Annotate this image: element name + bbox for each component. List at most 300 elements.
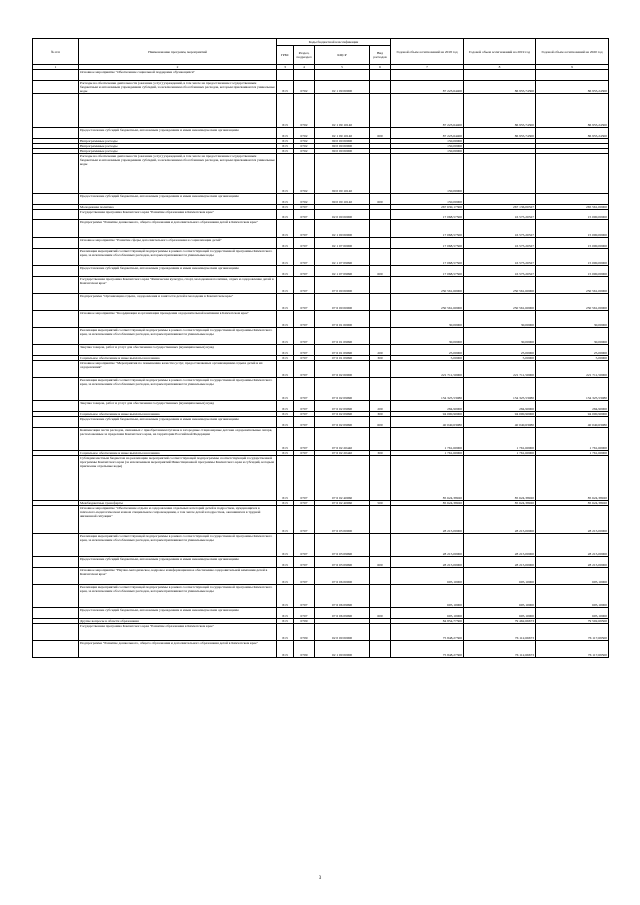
budget-table: [32, 38, 609, 658]
row-name-cell: Основное мероприятие "Развитие сферы дополнительного образования и социализации детей": [79, 238, 277, 249]
row-ktsr-cell: 99 0 00 00000: [315, 149, 370, 154]
row-ktsr-cell: 07 6 03 09990: [315, 557, 370, 568]
row-2019-cell: 267 136,00327: [464, 205, 536, 210]
row-2019-cell: 16 575,20327: [464, 210, 536, 220]
row-ktsr-cell: 99 0 00 00000: [315, 144, 370, 149]
col-number: 3: [277, 65, 294, 70]
row-2019-cell: 86 955,74300: [464, 128, 536, 139]
row-vid-cell: [370, 220, 391, 238]
row-2020-cell: 5,00000: [536, 356, 609, 361]
header-vid: Вид расходов: [370, 46, 391, 65]
row-ktsr-cell: 02 1 07 09990: [315, 266, 370, 277]
row-2018-cell: 85 624,38920: [391, 456, 464, 501]
row-vid-cell: 600: [370, 417, 391, 428]
row-grbs-cell: 813: [277, 557, 294, 568]
row-2018-cell: 25,00000: [391, 345, 464, 356]
row-no-cell: [33, 128, 79, 139]
row-grbs-cell: 813: [277, 506, 294, 534]
row-grbs-cell: [277, 70, 294, 81]
row-2020-cell: 86 955,24300: [536, 94, 609, 128]
row-no-cell: [33, 249, 79, 266]
row-grbs-cell: 813: [277, 328, 294, 345]
table-row: [33, 401, 609, 412]
row-name-cell: [79, 94, 277, 128]
row-razdel-cell: 0707: [294, 378, 315, 401]
row-2019-cell: [464, 154, 536, 194]
row-2018-cell: 75 848,27300: [391, 624, 464, 641]
row-razdel-cell: 0707: [294, 345, 315, 356]
row-ktsr-cell: 07 6 03 09990: [315, 534, 370, 557]
row-2019-cell: 1 761,60000: [464, 451, 536, 456]
row-vid-cell: [370, 81, 391, 94]
row-name-cell: Непрограммные расходы: [79, 139, 277, 144]
row-no-cell: [33, 210, 79, 220]
col-number: 5: [315, 65, 370, 70]
row-razdel-cell: 0707: [294, 412, 315, 417]
row-no-cell: [33, 194, 79, 205]
row-2018-cell: 150,00000: [391, 144, 464, 149]
row-2018-cell: 17 068,57500: [391, 249, 464, 266]
row-2018-cell: 40 040,63080: [391, 417, 464, 428]
row-razdel-cell: 0707: [294, 417, 315, 428]
row-razdel-cell: 0707: [294, 238, 315, 249]
row-vid-cell: 600: [370, 194, 391, 205]
row-razdel-cell: 0702: [294, 194, 315, 205]
row-vid-cell: 200: [370, 345, 391, 356]
row-2020-cell: 28 215,00000: [536, 534, 609, 557]
row-2018-cell: 250 561,60000: [391, 294, 464, 311]
row-2018-cell: 605,10000: [391, 568, 464, 585]
row-ktsr-cell: 02 0 00 00000: [315, 210, 370, 220]
row-vid-cell: [370, 456, 391, 501]
row-2019-cell: 76 112,66673: [464, 624, 536, 641]
row-2020-cell: 605,10000: [536, 608, 609, 619]
table-row: [33, 154, 609, 194]
row-2020-cell: 28 215,00000: [536, 557, 609, 568]
row-grbs-cell: 813: [277, 294, 294, 311]
row-grbs-cell: 813: [277, 205, 294, 210]
row-2020-cell: 30,00000: [536, 328, 609, 345]
col-number: 2: [79, 65, 277, 70]
row-no-cell: [33, 534, 79, 557]
row-grbs-cell: 813: [277, 456, 294, 501]
col-number: 6: [370, 65, 391, 70]
row-grbs-cell: 813: [277, 378, 294, 401]
row-grbs-cell: 813: [277, 451, 294, 456]
row-2019-cell: 30,00000: [464, 328, 536, 345]
row-ktsr-cell: 99 0 00 10140: [315, 194, 370, 205]
row-ktsr-cell: 02 1 07 09990: [315, 249, 370, 266]
row-vid-cell: 200: [370, 401, 391, 412]
row-razdel-cell: 0709: [294, 619, 315, 624]
row-2018-cell: 1 761,60000: [391, 428, 464, 451]
row-2018-cell: 30,00000: [391, 328, 464, 345]
row-2020-cell: 605,10000: [536, 568, 609, 585]
row-2019-cell: 76 112,66673: [464, 641, 536, 658]
row-razdel-cell: 0702: [294, 149, 315, 154]
row-grbs-cell: 813: [277, 641, 294, 658]
row-name-cell: Расходы на обеспечение деятельности (оказание услуг) учреждений, в том числе на предоставление государственным бюджетным и автономным учреждениям субсидий, за исключением обособленных расходов, которым присваиваются уникальные коды: [79, 154, 277, 194]
row-2019-cell: 25,00000: [464, 345, 536, 356]
row-name-cell: Подпрограмма "Развитие дошкольного, общего образования и дополнительного образования детей в Камчатском крае": [79, 220, 277, 238]
table-row: [33, 428, 609, 451]
row-vid-cell: 300: [370, 451, 391, 456]
table-row: [33, 608, 609, 619]
row-2020-cell: 30,00000: [536, 311, 609, 328]
table-row: [33, 361, 609, 378]
row-2020-cell: 605,10000: [536, 585, 609, 608]
row-ktsr-cell: 02 1 07 00000: [315, 238, 370, 249]
row-2018-cell: 87 223,64400: [391, 81, 464, 94]
row-2018-cell: 17 068,57500: [391, 238, 464, 249]
row-razdel-cell: [294, 70, 315, 81]
row-name-cell: Непрограммные расходы: [79, 149, 277, 154]
row-grbs-cell: 813: [277, 608, 294, 619]
row-ktsr-cell: 07 6 06 00000: [315, 568, 370, 585]
col-number: 1: [33, 65, 79, 70]
row-2019-cell: 605,10000: [464, 585, 536, 608]
row-ktsr-cell: 07 6 01 00000: [315, 311, 370, 328]
header-2019: Годовой объем ассигнований на 2019 год: [464, 39, 536, 65]
row-no-cell: [33, 456, 79, 501]
row-name-cell: Другие вопросы в области образования: [79, 619, 277, 624]
row-2019-cell: 40 040,63080: [464, 417, 536, 428]
row-vid-cell: [370, 585, 391, 608]
row-vid-cell: [370, 154, 391, 194]
row-2018-cell: 134 325,53080: [391, 378, 464, 401]
row-razdel-cell: 0707: [294, 361, 315, 378]
table-row: [33, 128, 609, 139]
row-vid-cell: [370, 624, 391, 641]
row-2020-cell: 94 000,90000: [536, 412, 609, 417]
row-vid-cell: [370, 311, 391, 328]
row-ktsr-cell: 07 6 02 00000: [315, 361, 370, 378]
row-no-cell: [33, 557, 79, 568]
table-row: [33, 568, 609, 585]
row-grbs-cell: 813: [277, 428, 294, 451]
table-row: [33, 220, 609, 238]
row-vid-cell: 300: [370, 412, 391, 417]
row-2018-cell: 150,00000: [391, 194, 464, 205]
table-row: [33, 506, 609, 534]
row-ktsr-cell: 02 1 09 00000: [315, 81, 370, 94]
row-grbs-cell: 813: [277, 194, 294, 205]
row-ktsr-cell: 07 6 02 20440: [315, 428, 370, 451]
row-razdel-cell: 0707: [294, 401, 315, 412]
row-name-cell: Закупка товаров, работ и услуг для обеспечения государственных (муниципальных) нужд: [79, 345, 277, 356]
row-vid-cell: [370, 568, 391, 585]
row-2019-cell: 16 575,20327: [464, 220, 536, 238]
row-2018-cell: 30,00000: [391, 311, 464, 328]
row-2020-cell: 134 325,53080: [536, 378, 609, 401]
col-number: 9: [536, 65, 609, 70]
row-vid-cell: [370, 249, 391, 266]
row-grbs-cell: 813: [277, 412, 294, 417]
table-row: [33, 210, 609, 220]
row-2019-cell: 86 955,74300: [464, 81, 536, 94]
row-2018-cell: 28 215,00000: [391, 534, 464, 557]
row-name-cell: Основное мероприятие "Научно-методическое, кадровое и информационное обеспечение оздоровительной кампании детей в Камчатском крае": [79, 568, 277, 585]
row-razdel-cell: 0702: [294, 144, 315, 149]
row-2019-cell: 221 711,50000: [464, 361, 536, 378]
row-name-cell: Закупка товаров, работ и услуг для обеспечения государственных (муниципальных) нужд: [79, 401, 277, 412]
row-2020-cell: 25,00000: [536, 345, 609, 356]
row-razdel-cell: 0707: [294, 608, 315, 619]
row-grbs-cell: 813: [277, 624, 294, 641]
row-razdel-cell: 0707: [294, 328, 315, 345]
row-grbs-cell: 813: [277, 585, 294, 608]
row-razdel-cell: 0707: [294, 456, 315, 501]
row-2020-cell: 85 624,38920: [536, 501, 609, 506]
row-2018-cell: 75 848,27300: [391, 641, 464, 658]
row-name-cell: Реализация мероприятий соответствующей подпрограммы в рамках соответствующей государственной программы Камчатского края, за исключением обособленных расходов, которым присваиваются уникальные коды: [79, 378, 277, 401]
row-vid-cell: [370, 328, 391, 345]
row-name-cell: Реализация мероприятий соответствующей подпрограммы в рамках соответствующей государственной программы Камчатского края, за исключением обособленных расходов, которым присваиваются уникальные коды: [79, 328, 277, 345]
row-2019-cell: 86 955,74300: [464, 94, 536, 128]
row-razdel-cell: 0707: [294, 428, 315, 451]
row-name-cell: Основное мероприятие "Координация и организация проведения оздоровительной кампании в Камчатском крае": [79, 311, 277, 328]
table-row: [33, 585, 609, 608]
row-name-cell: Подпрограмма "Развитие дошкольного, общего образования и дополнительного образования детей в Камчатском крае": [79, 641, 277, 658]
row-2020-cell: 15 000,00000: [536, 266, 609, 277]
row-grbs-cell: 813: [277, 249, 294, 266]
row-no-cell: [33, 220, 79, 238]
table-row: [33, 277, 609, 294]
row-razdel-cell: 0707: [294, 249, 315, 266]
row-grbs-cell: 813: [277, 417, 294, 428]
row-vid-cell: [370, 428, 391, 451]
row-no-cell: [33, 266, 79, 277]
row-name-cell: Предоставление субсидий бюджетным, автономным учреждениям и иным некоммерческим организациям: [79, 417, 277, 428]
row-razdel-cell: 0707: [294, 568, 315, 585]
row-2019-cell: 250 561,60000: [464, 277, 536, 294]
table-row: [33, 378, 609, 401]
row-vid-cell: 600: [370, 557, 391, 568]
table-row: [33, 311, 609, 328]
row-grbs-cell: 813: [277, 144, 294, 149]
row-name-cell: Компенсация части расходов, связанных с приобретением путевок в загородные стационарные детские оздоровительные лагеря, расположенные за пределами Камчатского края, на территории Российской Федерации: [79, 428, 277, 451]
row-name-cell: Основное мероприятие "Обеспечение отдыха и оздоровления отдельных категорий детей и подростков, нуждающихся в психолого-педагогическом и ином специальном сопровождении, а том числе детей и подростков, оказавшихся в трудной жизненной ситуации": [79, 506, 277, 534]
row-name-cell: Предоставление субсидий бюджетным, автономным учреждениям и иным некоммерческим организациям: [79, 266, 277, 277]
row-grbs-cell: 813: [277, 128, 294, 139]
row-2018-cell: 84 854,77300: [391, 619, 464, 624]
row-2020-cell: 15 000,00000: [536, 249, 609, 266]
row-grbs-cell: 813: [277, 311, 294, 328]
row-razdel-cell: 0707: [294, 210, 315, 220]
row-2019-cell: 134 325,53080: [464, 378, 536, 401]
row-no-cell: [33, 361, 79, 378]
row-2018-cell: 605,10000: [391, 585, 464, 608]
row-2019-cell: 28 215,00000: [464, 557, 536, 568]
row-ktsr-cell: 07 6 01 09990: [315, 356, 370, 361]
row-ktsr-cell: 07 6 01 09990: [315, 345, 370, 356]
header-2020: Годовой объем ассигнований на 2020 год: [536, 39, 609, 65]
row-name-cell: Подпрограмма "Организация отдыха, оздоровления и занятости детей и молодежи в Камчатском крае": [79, 294, 277, 311]
row-vid-cell: [370, 361, 391, 378]
header-ktsr: КЦСР: [315, 46, 370, 65]
row-grbs-cell: 813: [277, 501, 294, 506]
table-row: [33, 641, 609, 658]
row-ktsr-cell: 07 6 02 20440: [315, 451, 370, 456]
row-razdel-cell: 0707: [294, 534, 315, 557]
row-2019-cell: 30,00000: [464, 311, 536, 328]
row-vid-cell: [370, 506, 391, 534]
page-number: 3: [318, 876, 322, 881]
row-no-cell: [33, 328, 79, 345]
row-grbs-cell: 813: [277, 154, 294, 194]
row-no-cell: [33, 624, 79, 641]
row-2020-cell: 1 761,60000: [536, 451, 609, 456]
row-2018-cell: 150,00000: [391, 139, 464, 144]
table-row: [33, 557, 609, 568]
row-ktsr-cell: 07 6 02 09990: [315, 378, 370, 401]
row-2019-cell: 1 761,60000: [464, 428, 536, 451]
row-ktsr-cell: 07 6 03 00000: [315, 506, 370, 534]
row-ktsr-cell: 02 1 00 00000: [315, 220, 370, 238]
row-vid-cell: 500: [370, 501, 391, 506]
row-vid-cell: [370, 294, 391, 311]
row-ktsr-cell: 07 6 00 00000: [315, 294, 370, 311]
row-name-cell: Предоставление субсидий бюджетным, автономным учреждениям и иным некоммерческим организациям: [79, 557, 277, 568]
table-row: [33, 345, 609, 356]
row-2020-cell: 76 117,69500: [536, 641, 609, 658]
row-2019-cell: 85 624,38920: [464, 456, 536, 501]
row-no-cell: [33, 428, 79, 451]
row-2018-cell: 5,00000: [391, 356, 464, 361]
row-no-cell: [33, 294, 79, 311]
row-no-cell: [33, 608, 79, 619]
row-2020-cell: 85 624,38920: [536, 456, 609, 501]
row-name-cell: Государственная программа Камчатского края "Развитие образования в Камчатском крае": [79, 210, 277, 220]
row-name-cell: Социальное обеспечение и иные выплаты населению: [79, 412, 277, 417]
row-grbs-cell: 813: [277, 619, 294, 624]
row-grbs-cell: 813: [277, 238, 294, 249]
row-2018-cell: 605,10000: [391, 608, 464, 619]
row-2020-cell: 86 955,24300: [536, 128, 609, 139]
row-2019-cell: 16 575,20327: [464, 249, 536, 266]
row-grbs-cell: 813: [277, 94, 294, 128]
table-row: [33, 249, 609, 266]
row-no-cell: [33, 238, 79, 249]
row-2020-cell: 284,90000: [536, 401, 609, 412]
row-no-cell: [33, 641, 79, 658]
table-row: [33, 194, 609, 205]
row-ktsr-cell: 07 6 02 09990: [315, 417, 370, 428]
row-razdel-cell: 0702: [294, 81, 315, 94]
row-razdel-cell: 0707: [294, 356, 315, 361]
row-vid-cell: [370, 70, 391, 81]
row-2020-cell: [536, 154, 609, 194]
row-no-cell: [33, 585, 79, 608]
row-ktsr-cell: 07 0 00 00000: [315, 277, 370, 294]
row-grbs-cell: 813: [277, 210, 294, 220]
row-no-cell: [33, 70, 79, 81]
row-2018-cell: 87 223,64400: [391, 128, 464, 139]
row-2019-cell: 16 575,20327: [464, 238, 536, 249]
row-2019-cell: 28 215,00000: [464, 506, 536, 534]
row-name-cell: Непрограммные расходы: [79, 144, 277, 149]
row-grbs-cell: 813: [277, 149, 294, 154]
row-ktsr-cell: 07 6 06 09990: [315, 585, 370, 608]
row-2018-cell: 250 561,60000: [391, 277, 464, 294]
row-razdel-cell: 0707: [294, 220, 315, 238]
row-ktsr-cell: 07 6 02 09990: [315, 412, 370, 417]
row-name-cell: Субсидии местным бюджетам на реализацию мероприятий соответствующей подпрограммы соответствующей государственной программы Камчатского края (за исключением мероприятий Инвестиционной программы Камчатского края и субсидий, которым присвоены отдельные коды): [79, 456, 277, 501]
row-no-cell: [33, 154, 79, 194]
row-2020-cell: 76 117,69500: [536, 624, 609, 641]
row-name-cell: Молодежная политика: [79, 205, 277, 210]
budget-table-sheet: [32, 38, 608, 658]
row-vid-cell: [370, 378, 391, 401]
row-2020-cell: 15 000,00000: [536, 210, 609, 220]
row-2018-cell: 28 215,00000: [391, 557, 464, 568]
row-no-cell: [33, 417, 79, 428]
row-2019-cell: 94 000,90000: [464, 412, 536, 417]
table-row: [33, 266, 609, 277]
row-vid-cell: 300: [370, 356, 391, 361]
row-2020-cell: 40 040,63080: [536, 417, 609, 428]
col-number: 8: [464, 65, 536, 70]
row-no-cell: [33, 311, 79, 328]
table-row: [33, 70, 609, 81]
row-name-cell: Реализация мероприятий соответствующей подпрограммы в рамках соответствующей государственной программы Камчатского края, за исключением обособленных расходов, которым присваиваются уникальные коды: [79, 585, 277, 608]
row-grbs-cell: 813: [277, 401, 294, 412]
row-2018-cell: 150,00000: [391, 154, 464, 194]
table-row: [33, 624, 609, 641]
row-grbs-cell: 813: [277, 220, 294, 238]
row-ktsr-cell: [315, 70, 370, 81]
row-ktsr-cell: 02 1 09 10140: [315, 94, 370, 128]
table-row: [33, 534, 609, 557]
row-2020-cell: 221 711,50000: [536, 361, 609, 378]
row-grbs-cell: 813: [277, 277, 294, 294]
header-grbs: ГРБС: [277, 46, 294, 65]
row-ktsr-cell: 07 6 02 40060: [315, 456, 370, 501]
row-no-cell: [33, 568, 79, 585]
row-grbs-cell: 813: [277, 81, 294, 94]
row-2018-cell: 94 000,90000: [391, 412, 464, 417]
row-2018-cell: 267 630,17300: [391, 205, 464, 210]
row-razdel-cell: 0709: [294, 641, 315, 658]
row-vid-cell: 600: [370, 128, 391, 139]
row-razdel-cell: 0702: [294, 128, 315, 139]
row-2020-cell: 15 000,00000: [536, 220, 609, 238]
row-razdel-cell: 0707: [294, 557, 315, 568]
row-2019-cell: 605,10000: [464, 608, 536, 619]
row-grbs-cell: 813: [277, 266, 294, 277]
row-no-cell: [33, 345, 79, 356]
table-row: [33, 417, 609, 428]
row-2019-cell: 605,10000: [464, 568, 536, 585]
row-2020-cell: 28 215,00000: [536, 506, 609, 534]
row-2018-cell: 28 215,00000: [391, 506, 464, 534]
row-razdel-cell: 0709: [294, 624, 315, 641]
row-grbs-cell: 813: [277, 361, 294, 378]
row-razdel-cell: 0707: [294, 266, 315, 277]
row-2020-cell: 250 561,00000: [536, 277, 609, 294]
header-no: № п/п: [33, 39, 79, 65]
row-name-cell: Предоставление субсидий бюджетным, автономным учреждениям и иным некоммерческим организациям: [79, 608, 277, 619]
row-ktsr-cell: 99 0 00 00000: [315, 139, 370, 144]
table-row: [33, 238, 609, 249]
row-2020-cell: 15 000,00000: [536, 238, 609, 249]
header-codes-group: Коды бюджетной классификации: [277, 39, 391, 46]
row-2019-cell: 250 561,60000: [464, 294, 536, 311]
row-name-cell: Основное мероприятие "Мероприятия по повышению качества услуг, предоставляемых организациями отдыха детей и их оздоровления": [79, 361, 277, 378]
row-grbs-cell: 813: [277, 356, 294, 361]
row-2019-cell: [464, 194, 536, 205]
row-2020-cell: 250 561,00000: [536, 294, 609, 311]
